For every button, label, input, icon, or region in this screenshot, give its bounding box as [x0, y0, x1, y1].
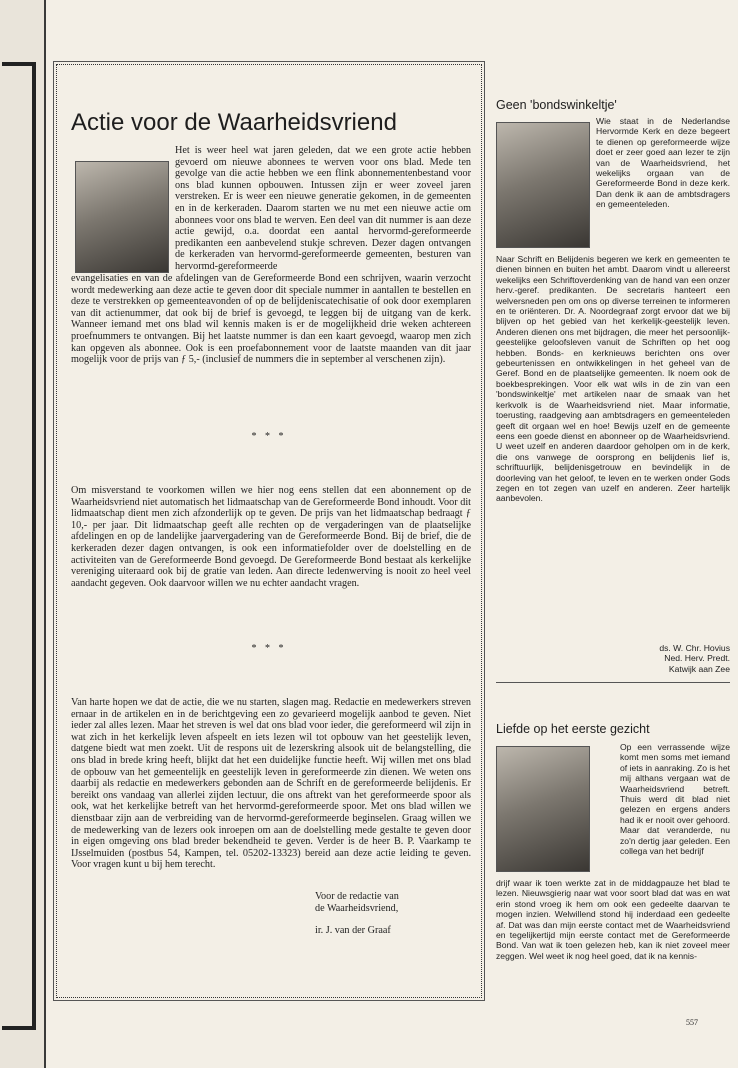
article-paragraph-membership: Om misverstand te voorkomen willen we hier nog eens stellen dat een abonnement op de Waarheidsvriend niet automatisch het lidmaatschap van de Gereformeerde Bond inhoudt. Voor dit lidmaatschap dient men zich afzonderlijk op te geven. De prijs van het lidmaatschap bedraagt ƒ 10,- per jaar. Dit lidmaatschap geeft alle rechten op de vergaderingen van de plaatselijke afdelingen en op de landelijke jaarvergadering van de Gereformeerde Bond. Bij de brief, die de kerkeraden dezer dagen ontvangen, is ook een informatiefolder over de doelstelling en de activiteiten van de Gereformeerde Bond gevoegd. De Gereformeerde Bond bestaat als kerkelijke vereniging uiteraard ook bij de gratie van leden. Aan directe ledenwerving is nooit zo heel veel aandacht gegeven. Ook daarvoor willen we nu echter aandacht vragen. [71, 485, 471, 589]
article-paragraph-closing: Van harte hopen we dat de actie, die we nu starten, slagen mag. Redactie en medewerkers streven ernaar in de artikelen en in de berichtgeving een zo gevarieerd mogelijk aanbod te geven. Niet ieder zal alles lezen. Maar het streven is wel dat ons blad voor ieder, die gereformeerd wil zijn in wat zich in het kerkelijk leven afspeelt en iets lezen wil tot opbouw van het geestelijk leven, datgene biedt wat men zoekt. Uit de respons uit de lezerskring alsook uit de belangstelling, die ons blad in brede kring heeft, blijkt dat het een duidelijke functie heeft. Wij willen met ons blad de opbouw van het gemeentelijk en geestelijk leven in gereformeerde zin dienen. We weten ons daarbij als redactie en medewerkers gebonden aan de Schrift en de gereformeerde belijdenis. Er bereikt ons vandaag van allerlei zijden lectuur, die ons aftrekt van het gereformeerde spoor als ook, wat het kerkelijke betreft van het hervormd-gereformeerde spoor. Met ons blad willen we dienstbaar zijn aan de verbreiding van de hervormd-gereformeerde beginselen. Graag willen we de medewerking van de lezers ook inroepen om aan de doelstelling mede gestalte te geven door in eigen omgeving ons blad breder bekendheid te geven. Verder is de heer B. P. Vaarkamp te IJsselmuiden (postbus 54, Kampen, tel. 05202-13323) bereid aan deze actie leiding te geven. Voor vragen kunt u bij hem terecht. [71, 697, 471, 871]
section-separator: * * * [251, 431, 287, 442]
signature-line: Ned. Herv. Predt. [664, 653, 730, 664]
previous-page-frame [2, 62, 36, 1030]
signature-name: ir. J. van der Graaf [315, 925, 391, 936]
page-number: 557 [686, 1018, 698, 1027]
signature-line: de Waarheidsvriend, [315, 903, 399, 914]
side-article-intro: Wie staat in de Nederlandse Hervormde Kerk en deze begeert te dienen op gereformeerde wijze doet er zeer goed aan lezer te zijn van de Waarheidsvriend, het wekelijks orgaan van de Gereformeerde Bond in deze kerk. Dan denk ik aan de ambtsdragers en gemeenteleden. [596, 116, 730, 210]
section-separator: * * * [251, 643, 287, 654]
side-article-signature [596, 643, 730, 674]
article-paragraph: evangelisaties en van de afdelingen van de Gereformeerde Bond een schrijven, waarin verzocht wordt medewerking aan deze actie te geven door dit speciale nummer in aantallen te bestellen en deze te verstrekken op gemeenteavonden of op de belijdeniscatechisatie of ook door exemplaren van dit actienummer, dat ook bij de brief is gevoegd, te leggen bij de uitgang van de kerk. Wanneer iemand met ons blad wil kennis maken is er de mogelijkheid drie weken achtereen proefnummers te ontvangen. Bij het laatste nummer is dan een kaart gevoegd, waarop men zich kan opgeven als abonnee. Ook is een proefabonnement voor de laatste maanden van dit jaar mogelijk voor de prijs van ƒ 5,- (inclusief de nummers die in september al verschenen zijn). [71, 273, 471, 366]
side-article-body: Naar Schrift en Belijdenis begeren we kerk en gemeenten te dienen binnen en buiten het ambt. Daarom vindt u allereerst wekelijks een Schriftoverdenking van de hand van een onzer herv.-geref. predikanten. De secretaris hanteert een welversneden pen om ons op diverse terreinen te informeren en te oriënteren. Dr. A. Noordegraaf zorgt ervoor dat we bij blijven op het gebied van het kerkelijk-geestelijk leven. Anderen dienen ons met bijdragen, die meer het persoonlijk-geestelijke geloofsleven vanuit de Schriften op het oog hebben. Bonds- en kerknieuws berichten ons over gebeurtenissen en ontwikkelingen in het geheel van de Geref. Bond en de plaatselijke gemeenten. Ik noem ook de boekbesprekingen. Voor elk wat wils in de zin van een 'bondswinkeltje' met artikelen naar de smaak van het kerkvolk is de Waarheidsvriend niet. Maar informatie, toerusting, raadgeving aan ambtsdragers en gemeenteleden geeft dit orgaan wel en hoe! Bewijs uzelf en de gemeente eens een goede dienst en abonneer op de Waarheidsvriend. U weet uzelf en anderen daardoor geholpen om in de kerk, die ons vanwege de oorsprong en belijdenis lief is, schriftuurlijk, belijdenisgetrouw en bevindelijk in de doorleving van het geloof, te leven en te werken onder Gods zegen en tot zegen van uzelf en anderen. Zeer hartelijk aanbevolen. [496, 254, 730, 504]
author-photo [496, 746, 590, 872]
article-intro: Het is weer heel wat jaren geleden, dat we een grote actie hebben gevoerd om nieuwe abonnees te werven voor ons blad. Mede ten gevolge van die actie hebben we een flink abonnementenbestand voor ons blad kunnen opbouwen. Intussen zijn er weer zoveel jaren verstreken. Er is weer een nieuwe generatie gekomen, in de gemeenten en in de kerkeraden. Daarom starten we nu met een nieuwe actie om abonnees voor ons blad te werven. Een deel van dit nummer is aan deze actie gewijd, o.a. doordat een aantal hervormd-gereformeerde predikanten een aanbevelend stukje schreven. Dezer dagen ontvangen de kerkeraden van hervormd-gereformeerde gemeenten, besturen van hervormd-gereformeerde [175, 145, 471, 272]
side-article-title: Geen 'bondswinkeltje' [496, 98, 617, 112]
side-article-title: Liefde op het eerste gezicht [496, 722, 650, 736]
signature-name: ds. W. Chr. Hovius [659, 643, 730, 653]
author-photo [496, 122, 590, 248]
previous-page-strip [0, 0, 46, 1068]
side-article-body: drijf waar ik toen werkte zat in de middagpauze het blad te lezen. Nieuwsgierig naar wat voor soort blad dat was en wat erin stond vroeg ik hem om ook een gedeelte daarvan te mogen inzien. Welwillend stond hij inderdaad een gedeelte af. Dat was dan mijn eerste contact met de Waarheidsvriend en tegelijkertijd mijn eerste contact met de Gereformeerde Bond. Van wat ik toen gelezen heb, kan ik niet zoveel meer zeggen. Wel weet ik nog heel goed, dat ik na kennis- [496, 878, 730, 961]
signature-line: Katwijk aan Zee [668, 663, 730, 674]
signature-line: Voor de redactie van [315, 891, 399, 902]
side-article-bondswinkeltje [496, 98, 732, 674]
article-signature [315, 891, 475, 937]
side-article-intro: Op een verrassende wijze komt men soms met iemand of iets in aanraking. Zo is het mij althans vergaan wat de Waarheidsvriend betreft. Thuis werd dit blad niet gelezen en ergens anders had ik er nooit over gehoord. Maar dat veranderde, nu zo'n dertig jaar geleden. Een collega van het bedrijf [620, 742, 730, 857]
article-title: Actie voor de Waarheidsvriend [71, 109, 397, 136]
author-photo [75, 161, 169, 273]
divider [496, 682, 730, 683]
side-article-liefde [496, 722, 732, 961]
main-article-box [56, 64, 482, 998]
